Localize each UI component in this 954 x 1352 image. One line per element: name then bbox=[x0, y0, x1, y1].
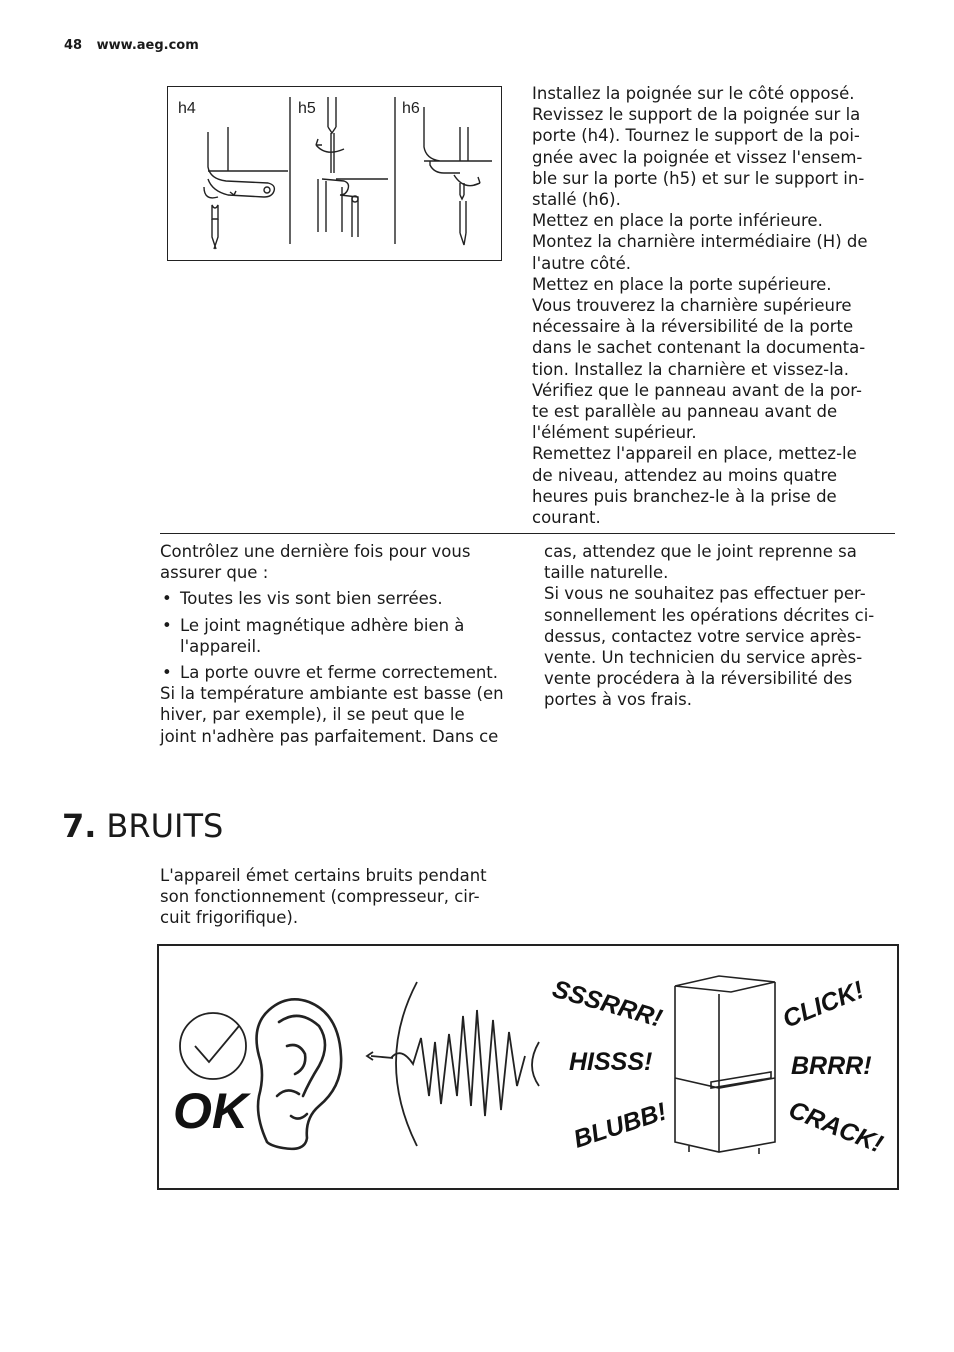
text-line: Remettez l'appareil en place, mettez-le bbox=[532, 444, 857, 464]
text-line: Toutes les vis sont bien serrées. bbox=[180, 589, 443, 609]
text-line: porte (h4). Tournez le support de la poi- bbox=[532, 126, 860, 146]
text-line: courant. bbox=[532, 508, 601, 528]
text-line: tion. Installez la charnière et vissez-la. bbox=[532, 359, 850, 379]
text-line: dessus, contactez votre service après- bbox=[544, 626, 862, 646]
sound-blubb: BLUBB! bbox=[570, 1097, 670, 1154]
label-h5: h5 bbox=[298, 100, 316, 117]
ear-icon bbox=[257, 999, 342, 1149]
section-divider bbox=[160, 533, 895, 534]
sound-click: CLICK! bbox=[778, 975, 868, 1034]
text-line: Contrôlez une dernière fois pour vous bbox=[160, 542, 471, 561]
text-line: l'autre côté. bbox=[532, 253, 632, 273]
text-line: Montez la charnière intermédiaire (H) de bbox=[532, 232, 868, 252]
sound-hisss: HISSS! bbox=[569, 1048, 653, 1076]
text-line: Si vous ne souhaitez pas effectuer per- bbox=[544, 584, 866, 604]
label-h4: h4 bbox=[178, 100, 196, 117]
checklist-column bbox=[160, 541, 520, 747]
text-line: portes à vos frais. bbox=[544, 690, 693, 710]
text-line: L'appareil émet certains bruits pendant bbox=[160, 866, 487, 885]
sound-brrr: BRRR! bbox=[791, 1052, 872, 1080]
noise-figure bbox=[157, 944, 899, 1190]
text-line: Le joint magnétique adhère bien à bbox=[180, 615, 465, 635]
text-line: son fonctionnement (compresseur, cir- bbox=[160, 887, 480, 907]
sound-wave-icon bbox=[367, 982, 539, 1146]
text-line: sonnellement les opérations décrites ci- bbox=[544, 605, 875, 625]
text-line: gnée avec la poignée et vissez l'ensem- bbox=[532, 147, 863, 167]
bullet-marker: • bbox=[162, 615, 172, 635]
page-header bbox=[64, 38, 199, 53]
section-title: BRUITS bbox=[106, 807, 224, 845]
sound-crack: CRACK! bbox=[784, 1095, 887, 1159]
text-line: stallé (h6). bbox=[532, 190, 621, 210]
section-heading bbox=[62, 806, 223, 846]
text-line: dans le sachet contenant la documenta- bbox=[532, 338, 866, 358]
text-line: joint n'adhère pas parfaitement. Dans ce bbox=[160, 726, 499, 746]
section-number: 7. bbox=[62, 807, 97, 845]
text-line: cuit frigorifique). bbox=[160, 908, 299, 928]
label-h6: h6 bbox=[402, 100, 420, 117]
text-line: assurer que : bbox=[160, 563, 269, 583]
bullet-item bbox=[160, 615, 520, 657]
text-line: Si la température ambiante est basse (en bbox=[160, 684, 504, 704]
text-line: Mettez en place la porte inférieure. bbox=[532, 211, 823, 231]
hinge-figure bbox=[167, 86, 502, 261]
fridge-icon bbox=[675, 976, 775, 1154]
hinge-illustration bbox=[168, 87, 500, 259]
text-line: Vérifiez que le panneau avant de la por- bbox=[532, 380, 862, 400]
bullet-marker: • bbox=[162, 589, 172, 609]
text-line: nécessaire à la réversibilité de la porte bbox=[532, 317, 854, 337]
check-icon bbox=[180, 1013, 246, 1079]
text-line: l'appareil. bbox=[180, 636, 262, 656]
bullet-marker: • bbox=[162, 663, 172, 683]
checklist-continued-column bbox=[544, 541, 894, 711]
text-line: vente procédera à la réversibilité des bbox=[544, 669, 853, 689]
bullet-item bbox=[160, 662, 520, 683]
text-line: Vous trouverez la charnière supérieure bbox=[532, 296, 852, 316]
section-body bbox=[160, 865, 520, 929]
bullet-item bbox=[160, 588, 520, 609]
noise-illustration bbox=[159, 946, 897, 1188]
instructions-column bbox=[532, 83, 892, 528]
text-line: hiver, par exemple), il se peut que le bbox=[160, 705, 465, 725]
sound-sssrrr: SSSRRR! bbox=[549, 974, 666, 1033]
text-line: te est parallèle au panneau avant de bbox=[532, 402, 838, 422]
text-line: Mettez en place la porte supérieure. bbox=[532, 274, 832, 294]
text-line: ble sur la porte (h5) et sur le support in- bbox=[532, 168, 865, 188]
site-url: www.aeg.com bbox=[96, 38, 199, 53]
text-line: de niveau, attendez au moins quatre bbox=[532, 465, 838, 485]
text-line: cas, attendez que le joint reprenne sa bbox=[544, 542, 857, 561]
text-line: La porte ouvre et ferme correctement. bbox=[180, 663, 499, 683]
text-line: Revissez le support de la poignée sur la bbox=[532, 105, 861, 125]
text-line: heures puis branchez-le à la prise de bbox=[532, 486, 837, 506]
text-line: vente. Un technicien du service après- bbox=[544, 648, 863, 668]
text-line: Installez la poignée sur le côté opposé. bbox=[532, 84, 855, 103]
text-line: taille naturelle. bbox=[544, 563, 669, 583]
text-line: l'élément supérieur. bbox=[532, 423, 697, 443]
page-number: 48 bbox=[64, 38, 83, 53]
ok-label: OK bbox=[173, 1083, 248, 1139]
